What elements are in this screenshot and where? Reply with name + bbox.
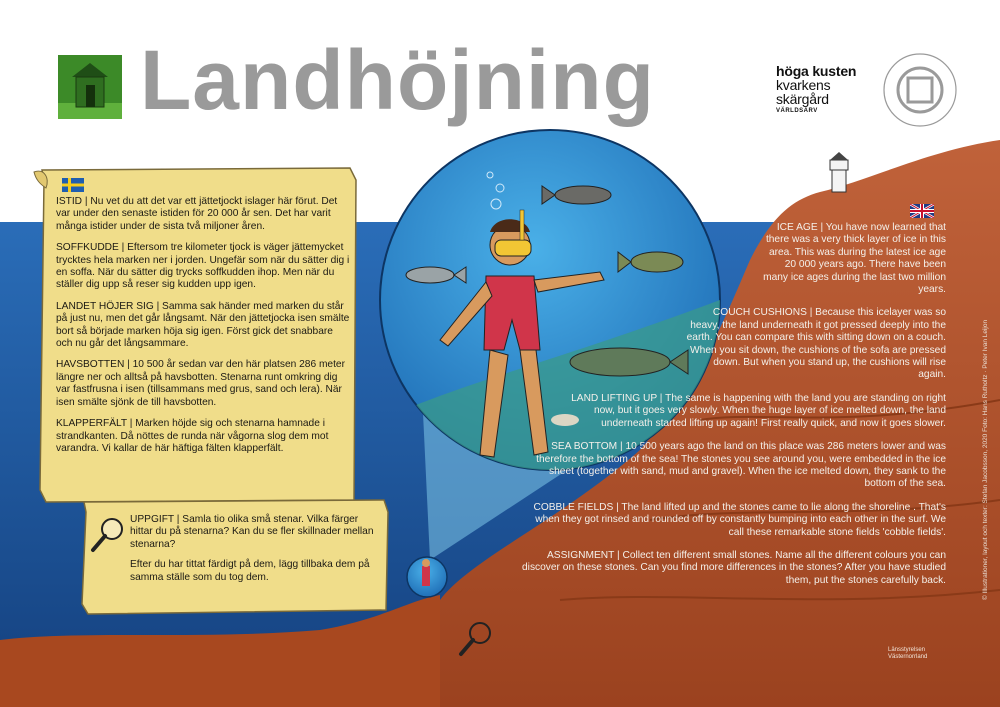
sv-paragraph-soffkudde: SOFFKUDDE | Eftersom tre kilometer tjock is väger jättemycket trycktes hela marken ner i jorden. Ungefär som när du sätter dig i en soffa. När du sätter dig trycks soffkudden ihop. Men när du ställer dig upp så reser sig kudden upp igen. [56, 242, 350, 291]
brand-line4: VÄRLDSARV [776, 108, 818, 114]
lighthouse-icon [830, 152, 848, 192]
sv-paragraph-havsbotten: HAVSBOTTEN | 10 500 år sedan var den här platsen 286 meter längre ner och alltså på havsbotten. Stenarna runt omkring dig var fastfrusna i isen (tillsammans med grus, sand och lera). När isen smälte sjönk de till havsbotten. [56, 359, 345, 408]
unesco-emblem-icon [880, 50, 960, 130]
page-title: Landhöjning [140, 33, 655, 127]
sv-task-return: Efter du har tittat färdigt på dem, lägg tillbaka dem på samma ställe som du tog dem. [130, 559, 370, 583]
en-paragraph-cobble: COBBLE FIELDS | The land lifted up and the stones came to lie along the shoreline . That's when they got rinsed and rounded off by constantly bumping into each other in the surf. We call these remarkable stone fields 'cobble fields'. [533, 501, 946, 538]
brand-line3: skärgård [776, 91, 829, 107]
en-paragraph-sea-bottom: SEA BOTTOM | 10 500 years ago the land on this place was 286 meters lower and was therefore the bottom of the sea! The stones you see around you, were embedded in the ice sheet (together with sand, mud and gravel). When the ice melted down, they sank to the bottom of the sea. [536, 441, 946, 490]
brand-logo [776, 64, 856, 114]
small-bubble [407, 557, 447, 597]
house-photo-icon [58, 55, 122, 119]
county-logo [888, 647, 978, 661]
swedish-text [56, 196, 352, 464]
sv-paragraph-landet: LANDET HÖJER SIG | Samma sak händer med marken du står på just nu, men det går långsamt. När den jättetjocka isen smälte bort så började marken höja sig igen. Först gick det snabbare och nu går det långsammare. [56, 300, 350, 350]
county-line1: Länsstyrelsen [888, 647, 926, 653]
uk-flag-icon [910, 204, 934, 218]
sv-paragraph-istid: ISTID | Nu vet du att det var ett jättetjockt islager här förut. Det var under den senaste istiden för 20 000 år sen. Det har varit många istider under de sista två miljoner åren. [56, 196, 338, 232]
english-text [520, 222, 946, 598]
en-paragraph-couch: COUCH CUSHIONS | Because this icelayer was so heavy, the land underneath it got pressed deeply into the earth. You can compare this with sitting down on a couch. When you sit down, the cushions of the sofa are pressed down. But when you stand up, the cushions will rise again. [686, 307, 946, 381]
sweden-flag-icon [62, 178, 84, 192]
credits: © Illustrationer, layout och texter: Stefan Jacobsson, 2020 Foto: Hans Rutholtz · Peter Ivan Leijon [982, 319, 989, 600]
brand-line2: kvarkens [776, 77, 831, 93]
sv-task: UPPGIFT | Samla tio olika små stenar. Vilka färger hittar du på stenarna? Kan du se fler skillnader mellan stenarna? [130, 514, 374, 550]
en-paragraph-lifting: LAND LIFTING UP | The same is happening with the land you are standing on right now, but it goes very slowly. When the huge layer of ice melted down, the land underneath started lifting up again! First really quick, and now it goes slower. [571, 392, 946, 429]
brand-line1: höga kusten [776, 63, 857, 79]
county-line2: Västernorrland [888, 654, 928, 660]
swedish-task [100, 514, 382, 592]
en-paragraph-assignment: ASSIGNMENT | Collect ten different small stones. Name all the different colours you can discover on these stones. Can you find more differences in the stones? After you have studied them, put the stones carefully back. [522, 549, 946, 586]
en-paragraph-ice-age: ICE AGE | You have now learned that there was a very thick layer of ice in this area. This was during the latest ice age 20 000 years ago. There have been many ice ages during the last two million years. [763, 222, 946, 296]
sv-paragraph-klapperfalt: KLAPPERFÄLT | Marken höjde sig och stenarna hamnade i strandkanten. Då nöttes de runda när vågorna slog dem mot varandra. Vi kallar de här häftiga fälten klapperfält. [56, 418, 329, 454]
magnifier-icon [456, 618, 496, 658]
